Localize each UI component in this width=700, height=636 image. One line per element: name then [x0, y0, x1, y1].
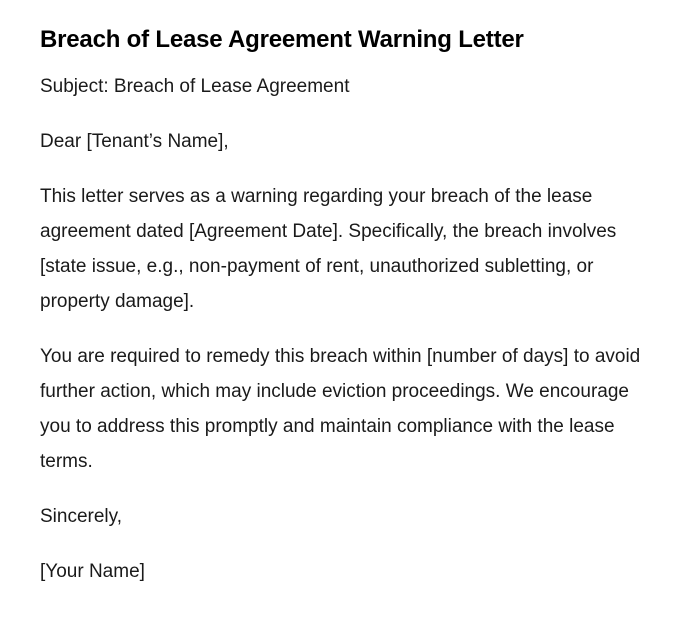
subject-line: Subject: Breach of Lease Agreement — [40, 76, 350, 97]
body-paragraph-warning: This letter serves as a warning regarding your breach of the lease agreement dated [Agreement Date]. Specifically, the breach involves [state issue, e.g., non-payment of rent, unauthorized subletting, or property damage]. — [40, 186, 617, 312]
closing: Sincerely, — [40, 506, 123, 527]
letter-document — [40, 24, 650, 609]
salutation: Dear [Tenant’s Name], — [40, 131, 229, 152]
letter-title: Breach of Lease Agreement Warning Letter — [40, 26, 524, 53]
body-paragraph-remedy: You are required to remedy this breach within [number of days] to avoid further action, which may include eviction proceedings. We encourage you to address this promptly and maintain compliance with the lease terms. — [40, 346, 641, 472]
signature-placeholder: [Your Name] — [40, 561, 145, 582]
